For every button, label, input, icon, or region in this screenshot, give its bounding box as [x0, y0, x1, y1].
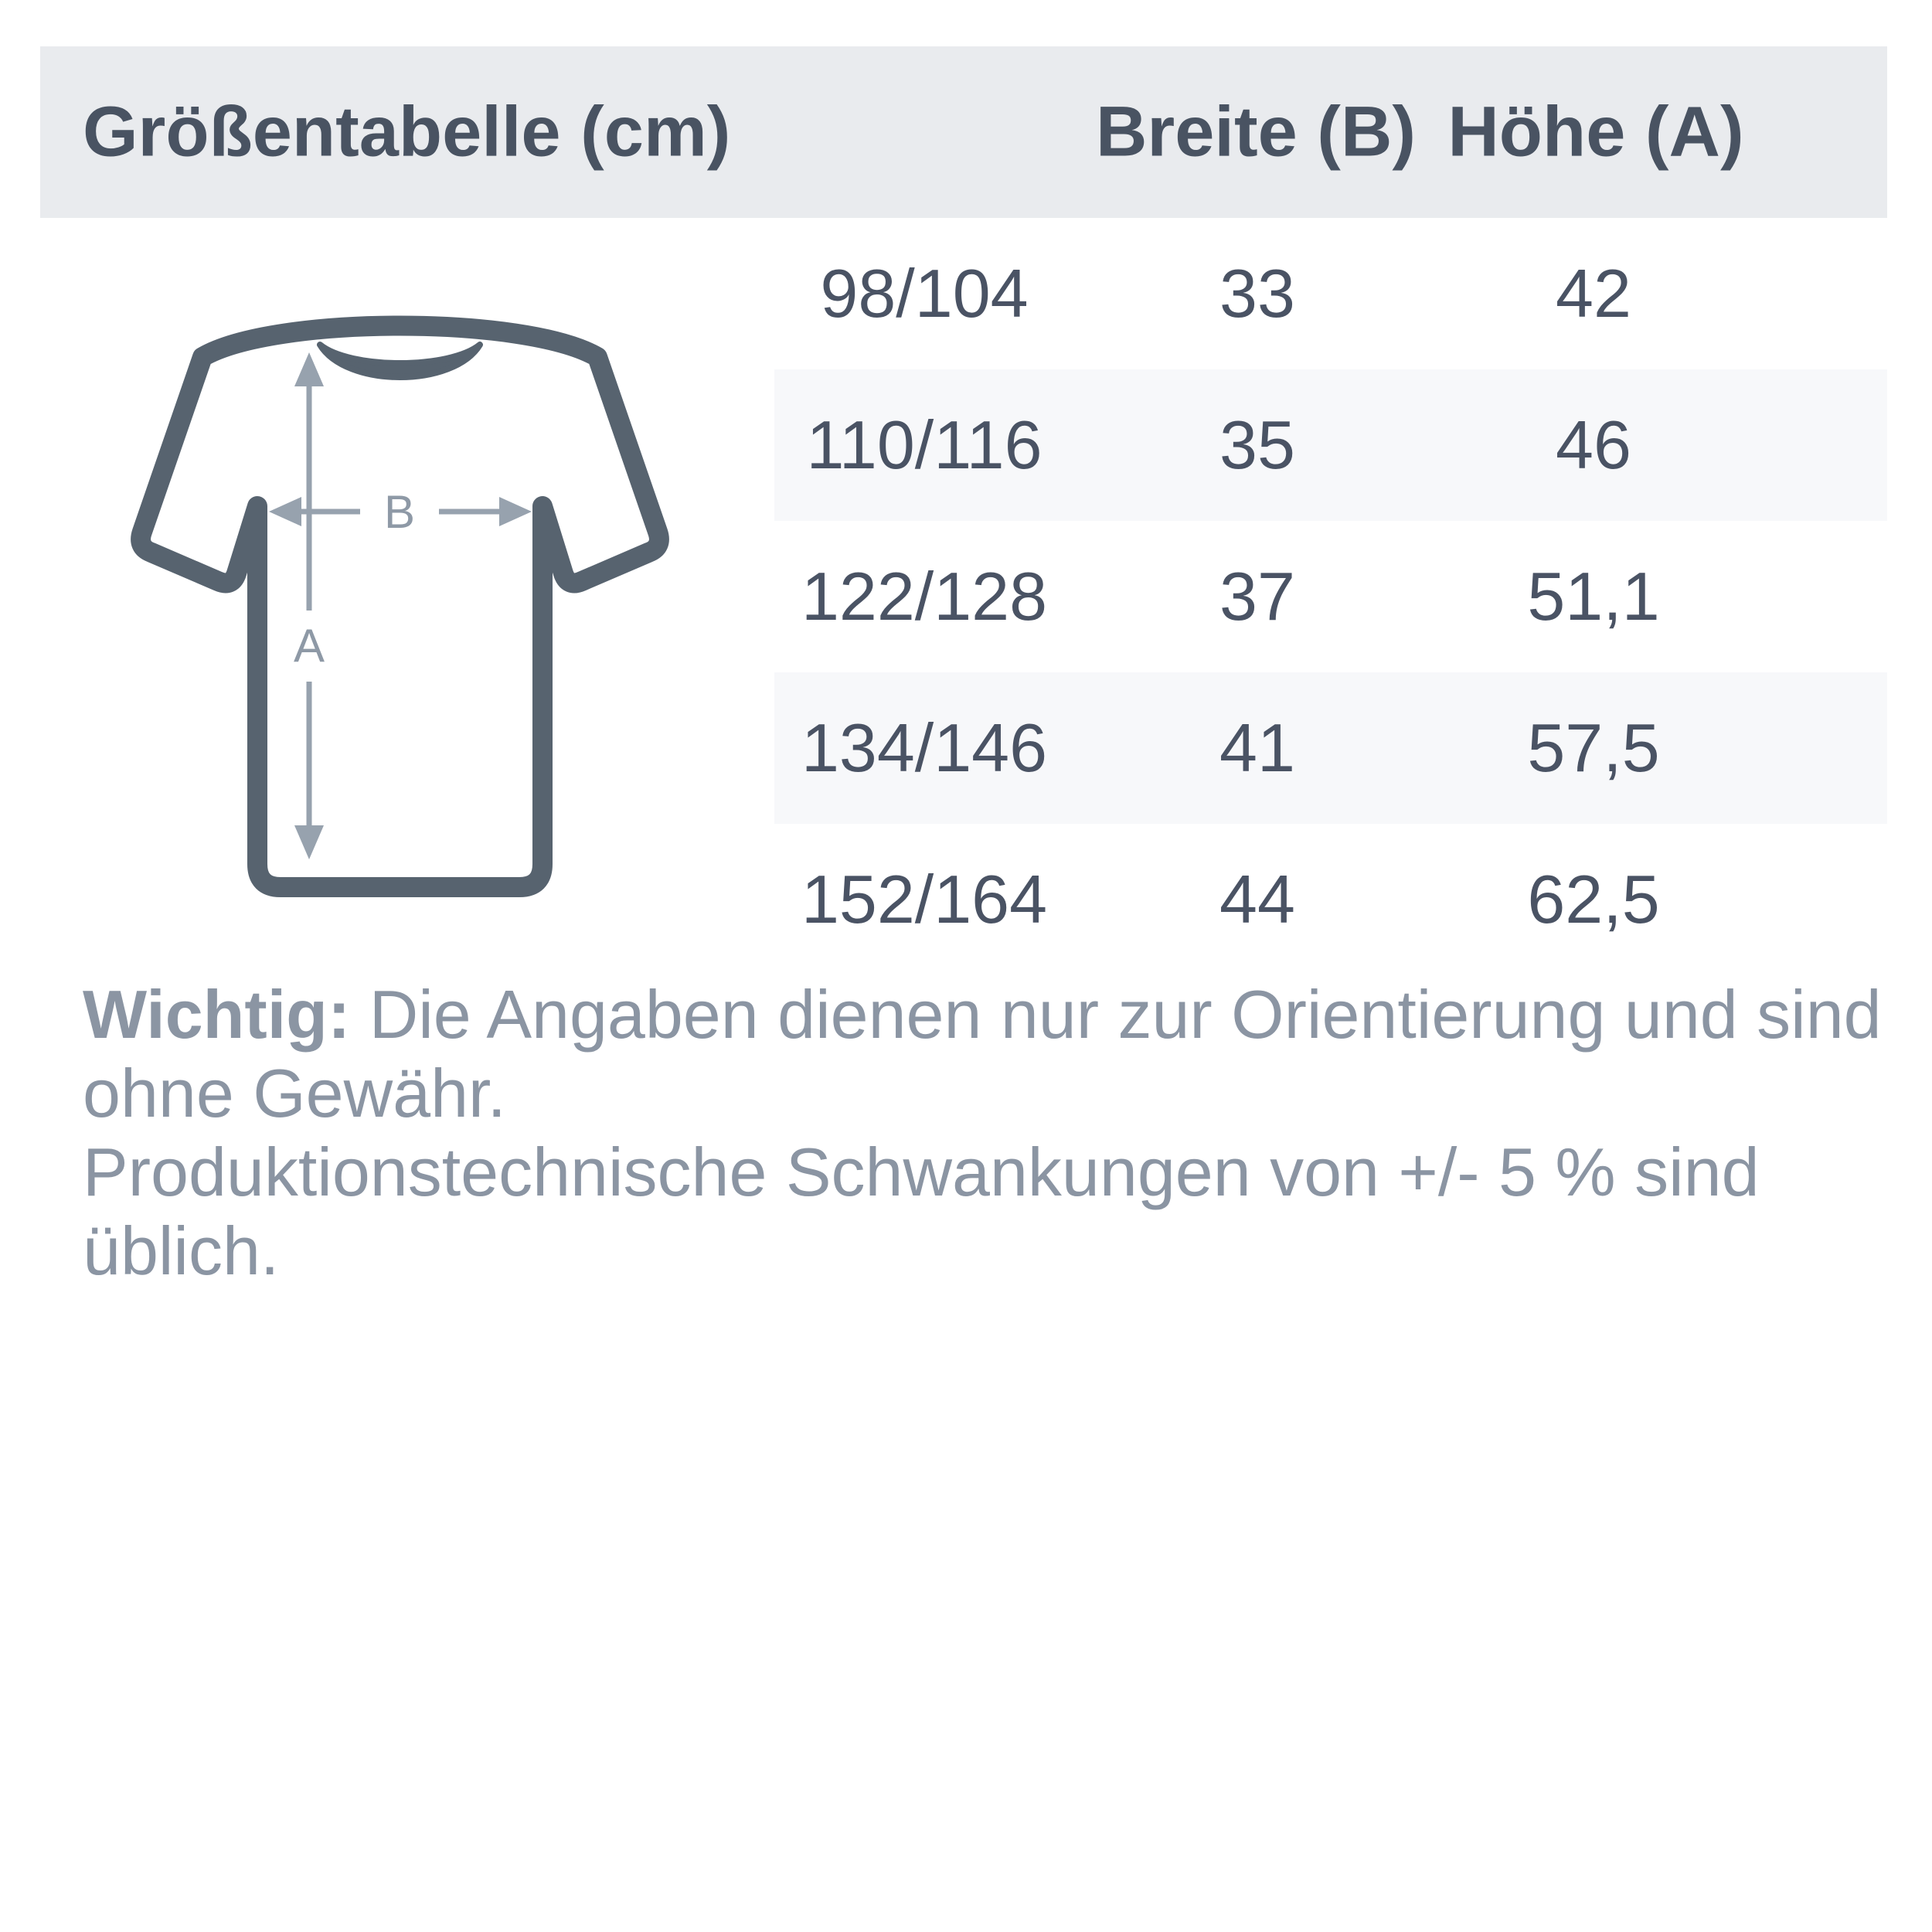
height-cell: 51,1 — [1527, 558, 1660, 634]
note-label: Wichtig: — [83, 976, 351, 1053]
tshirt-outline — [141, 326, 659, 888]
tshirt-measurement-diagram — [108, 286, 699, 912]
size-cell: 98/104 — [820, 255, 1029, 332]
size-cell: 122/128 — [801, 558, 1048, 634]
height-cell: 46 — [1556, 406, 1631, 483]
width-label: B — [383, 486, 416, 538]
height-cell: 57,5 — [1527, 709, 1660, 786]
width-cell: 33 — [1219, 255, 1295, 332]
note-line-1 — [83, 975, 1891, 1133]
column-header-width: Breite (B) — [1095, 92, 1417, 172]
height-cell: 42 — [1556, 255, 1631, 332]
size-cell: 110/116 — [806, 406, 1043, 483]
height-label: A — [293, 620, 325, 672]
width-cell: 37 — [1219, 558, 1295, 634]
column-header-height: Höhe (A) — [1447, 92, 1744, 172]
note-text-1: Die Angaben dienen nur zur Orientierung und sind ohne Gewähr. — [83, 976, 1882, 1131]
width-cell: 44 — [1219, 861, 1295, 937]
page-title: Größentabelle (cm) — [83, 92, 731, 172]
width-cell: 35 — [1219, 406, 1295, 483]
width-cell: 41 — [1219, 709, 1295, 786]
important-note — [83, 975, 1891, 1291]
size-cell: 134/146 — [801, 709, 1048, 786]
height-cell: 62,5 — [1527, 861, 1660, 937]
size-cell: 152/164 — [801, 861, 1048, 937]
table-header-bar — [40, 46, 1887, 218]
note-line-2: Produktionstechnische Schwankungen von +/- 5 % sind üblich. — [83, 1134, 1760, 1289]
tshirt-icon — [108, 286, 699, 912]
